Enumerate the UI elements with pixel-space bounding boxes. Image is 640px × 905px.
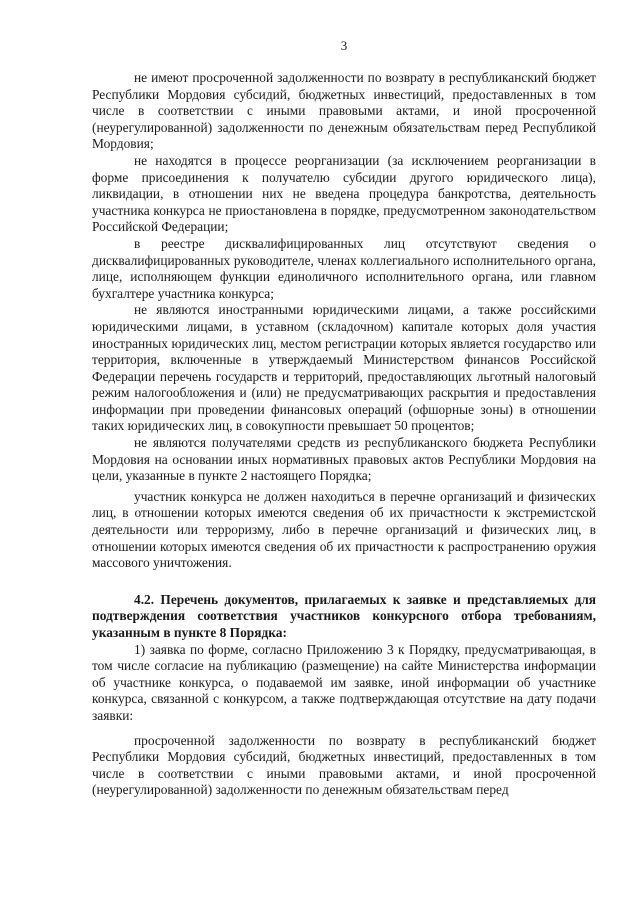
page-number: 3 [340,38,348,53]
paragraph-no-overdue-debt: не имеют просроченной задолженности по возврату в республиканский бюджет Республики Мордовия субсидий, бюджетных инвестиций, предоставленных в том числе в соответствии с иными правовыми актами, и иной просроченной (неурегулированной) задолженности по денежным обязательствам перед Республикой Мордовия; [92,70,596,152]
paragraph-not-recipients: не являются получателями средств из республиканского бюджета Республики Мордовия на основании иных нормативных правовых актов Республики Мордовия на цели, указанные в пункте 2 настоящего Порядка; [92,435,596,484]
paragraph-application-form: 1) заявка по форме, согласно Приложению 3 к Порядку, предусматривающая, в том числе согласие на публикацию (размещение) на сайте Министерства информации об участнике конкурса, о подаваемой им заявке, иной информации об участнике конкурса, связанной с конкурсом, а также подтверждающая отсутствие на дату подачи заявки: [92,641,596,723]
paragraph-not-foreign-entities: не являются иностранными юридическими лицами, а также российскими юридическими лицами, в уставном (складочном) капитале которых доля участия иностранных юридических лиц, местом регистрации которых является государство или территория, включенные в утверждаемый Министерством финансов Российской Федерации перечень государств и территорий, предоставляющих льготный налоговый режим налогообложения и (или) не предусматривающих раскрытия и предоставления информации при проведении финансовых операций (офшорные зоны) в отношении таких юридических лиц, в совокупности превышает 50 процентов; [92,302,596,434]
section-heading-4-2: 4.2. Перечень документов, прилагаемых к заявке и представляемых для подтверждения соответствия участников конкурсного отбора требованиям, указанным в пункте 8 Порядка: [92,591,596,640]
paragraph-extremism-list: участник конкурса не должен находиться в перечне организаций и физических лиц, в отношении которых имеются сведения об их причастности к экстремистской деятельности или терроризму, либо в перечне организаций и физических лиц, в отношении которых имеются сведения об их причастности к распространению оружия массового уничтожения. [92,488,596,571]
paragraph-overdue-debt-absence: просроченной задолженности по возврату в республиканский бюджет Республики Мордовия субсидий, бюджетных инвестиций, предоставленных в том числе в соответствии с иными правовыми актами, и иной просроченной (неурегулированной) задолженности по денежным обязательствам перед [92,732,596,798]
paragraph-no-reorganization: не находятся в процессе реорганизации (за исключением реорганизации в форме присоединения к получателю субсидии другого юридического лица), ликвидации, в отношении них не введена процедура банкротства, деятельность участника конкурса не приостановлена в порядке, предусмотренном законодательством Российской Федерации; [92,152,596,235]
paragraph-disqualified-persons: в реестре дисквалифицированных лиц отсутствуют сведения о дисквалифицированных руководителе, членах коллегиального исполнительного органа, лице, исполняющем функции единоличного исполнительного органа, или главном бухгалтере участника конкурса; [92,235,596,301]
